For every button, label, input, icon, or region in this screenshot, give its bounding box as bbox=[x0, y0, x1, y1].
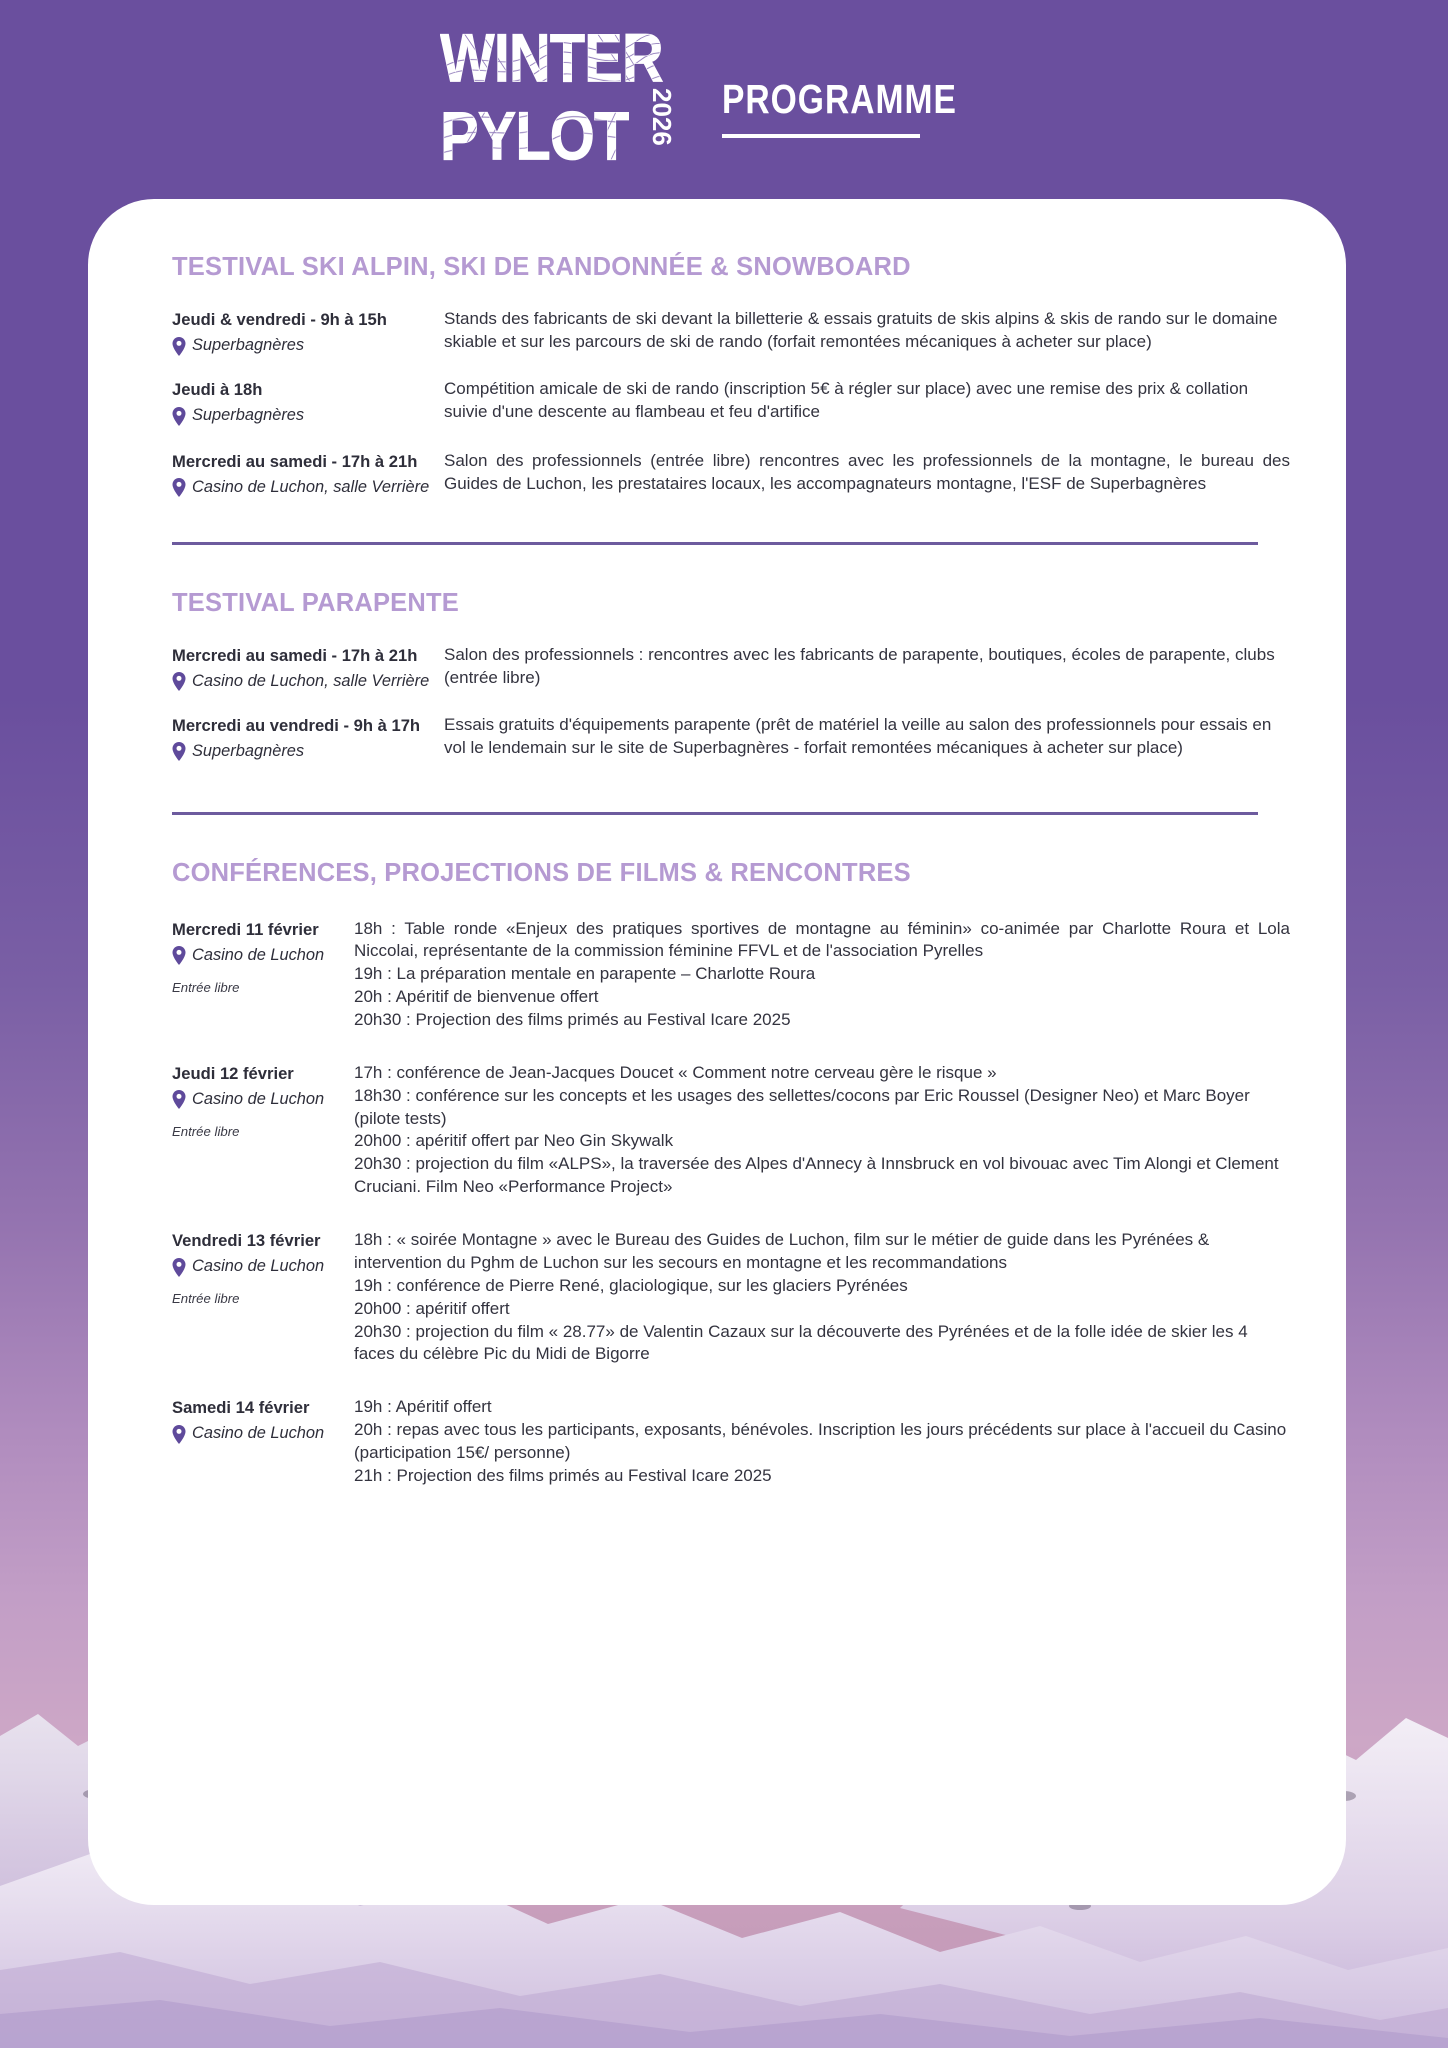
section-conferences bbox=[140, 859, 1290, 1488]
programme-entry bbox=[172, 714, 1290, 762]
section-divider-1 bbox=[172, 542, 1258, 545]
entry-description bbox=[354, 1229, 1290, 1366]
entry-meta bbox=[172, 1396, 354, 1444]
programme-title: PROGRAMME bbox=[721, 75, 957, 122]
programme-entry bbox=[172, 378, 1290, 426]
svg-text:2026: 2026 bbox=[646, 88, 677, 146]
entry-datetime: Jeudi à 18h bbox=[172, 379, 263, 399]
entry-description bbox=[444, 378, 1290, 424]
section-ski bbox=[140, 253, 1290, 498]
entry-description-line: 20h00 : apéritif offert bbox=[354, 1298, 510, 1318]
logo-artwork bbox=[440, 25, 680, 175]
entry-description-line: Essais gratuits d'équipements parapente (prêt de matériel la veille au salon des professionnels pour essais en vol le lendemain sur le site de Superbagnères - forfait remontées mécaniques à acheter sur place) bbox=[444, 714, 1272, 757]
entry-description bbox=[444, 714, 1290, 760]
entry-datetime: Mercredi au samedi - 17h à 21h bbox=[172, 451, 418, 471]
programme-entry bbox=[172, 644, 1290, 692]
entry-description-line: 19h : Apéritif offert bbox=[354, 1397, 492, 1417]
entry-description-line: 20h30 : projection du film «ALPS», la traversée des Alpes d'Annecy à Innsbruck en vol bivouac avec Tim Alongi et Clement Cruciani. Film Neo «Performance Project» bbox=[354, 1154, 1279, 1197]
programme-card bbox=[88, 199, 1346, 1905]
entry-description-line: 20h30 : projection du film « 28.77» de Valentin Cazaux sur la découverte des Pyrénées et de la folle idée de skier les 4 faces du célèbre Pic du Midi de Bigorre bbox=[354, 1321, 1248, 1364]
entry-description bbox=[444, 644, 1290, 690]
section-title-ski: TESTIVAL SKI ALPIN, SKI DE RANDONNÉE & SNOWBOARD bbox=[172, 253, 911, 281]
location-pin-icon bbox=[172, 478, 186, 497]
entry-datetime: Jeudi & vendredi - 9h à 15h bbox=[172, 310, 387, 329]
location-pin-icon bbox=[172, 337, 186, 356]
location-pin-icon bbox=[172, 407, 186, 426]
entry-location bbox=[172, 336, 444, 356]
section-divider-2 bbox=[172, 812, 1258, 815]
entry-description-line: 20h : repas avec tous les participants, exposants, bénévoles. Inscription les jours précédents sur place à l'accueil du Casino (participation 15€/ personne) bbox=[354, 1420, 1287, 1462]
entry-location bbox=[172, 406, 444, 426]
programme-entry bbox=[172, 1062, 1290, 1199]
entry-description-line: 18h : Table ronde «Enjeux des pratiques sportives de montagne au féminin» co-animée par Charlotte Roura et Lola Niccolai, représentante de la commission féminine FFVL et de l'association Pyrelles bbox=[354, 918, 1290, 961]
entry-description-line: 19h : La préparation mentale en parapente – Charlotte Roura bbox=[354, 964, 816, 984]
section-parapente bbox=[140, 589, 1290, 762]
entry-description-line: 21h : Projection des films primés au Festival Icare 2025 bbox=[354, 1465, 772, 1485]
entry-location-label: Casino de Luchon, salle Verrière bbox=[192, 672, 430, 690]
entry-location bbox=[172, 1090, 354, 1110]
entry-location-label: Casino de Luchon bbox=[192, 945, 325, 964]
entry-location-label: Casino de Luchon bbox=[192, 1424, 325, 1443]
entry-datetime: Mercredi au samedi - 17h à 21h bbox=[172, 645, 418, 665]
location-pin-icon bbox=[172, 1090, 186, 1109]
section-title-conferences: CONFÉRENCES, PROJECTIONS DE FILMS & RENCONTRES bbox=[172, 858, 911, 887]
entry-meta bbox=[172, 1229, 354, 1306]
entry-meta bbox=[172, 308, 444, 356]
entry-meta bbox=[172, 450, 444, 498]
entry-location-label: Casino de Luchon bbox=[192, 1257, 325, 1276]
entry-description-line: 20h00 : apéritif offert par Neo Gin Skywalk bbox=[354, 1131, 674, 1151]
entry-description-line: 20h30 : Projection des films primés au Festival Icare 2025 bbox=[354, 1010, 791, 1030]
entry-description-line: 18h : « soirée Montagne » avec le Bureau des Guides de Luchon, film sur le métier de guide dans les Pyrénées & intervention du Pghm de Luchon sur les secours en montagne et les recommandations bbox=[354, 1230, 1210, 1272]
entry-meta bbox=[172, 714, 444, 762]
entry-free-entry-note: Entrée libre bbox=[172, 979, 240, 995]
section-title-parapente: TESTIVAL PARAPENTE bbox=[172, 588, 459, 617]
poster-header bbox=[0, 0, 1448, 200]
entry-datetime: Jeudi 12 février bbox=[172, 1063, 294, 1083]
entry-description-line: Compétition amicale de ski de rando (inscription 5€ à régler sur place) avec une remise des prix & collation suivie d'une descente au flambeau et feu d'artifice bbox=[444, 378, 1249, 421]
entry-description-line: Salon des professionnels (entrée libre) rencontres avec les professionnels de la montagne, le bureau des Guides de Luchon, les prestataires locaux, les accompagnateurs montagne, l'ESF de Superbagnères bbox=[444, 450, 1290, 493]
section-ski-entries bbox=[140, 308, 1290, 498]
winter-pylot-logo bbox=[440, 25, 680, 175]
entry-location bbox=[172, 946, 354, 966]
entry-location-label: Superbagnères bbox=[192, 741, 305, 760]
entry-description bbox=[354, 918, 1290, 1032]
entry-location bbox=[172, 1257, 354, 1277]
entry-datetime: Samedi 14 février bbox=[172, 1398, 310, 1418]
programme-underline bbox=[722, 134, 920, 138]
programme-entry bbox=[172, 450, 1290, 498]
entry-location bbox=[172, 742, 444, 762]
section-conferences-entries bbox=[140, 918, 1290, 1488]
programme-entry bbox=[172, 308, 1290, 356]
entry-meta bbox=[172, 378, 444, 426]
entry-description-line: 17h : conférence de Jean-Jacques Doucet « Comment notre cerveau gère le risque » bbox=[354, 1062, 997, 1082]
entry-description-line: 20h : Apéritif de bienvenue offert bbox=[354, 987, 599, 1007]
location-pin-icon bbox=[172, 946, 186, 965]
location-pin-icon bbox=[172, 1258, 186, 1277]
entry-description bbox=[444, 450, 1290, 496]
location-pin-icon bbox=[172, 1425, 186, 1444]
entry-location bbox=[172, 1424, 354, 1444]
entry-free-entry-note: Entrée libre bbox=[172, 1123, 240, 1139]
entry-meta bbox=[172, 918, 354, 995]
svg-text:WINTER: WINTER bbox=[439, 25, 663, 97]
svg-text:PYLOT: PYLOT bbox=[439, 99, 629, 175]
entry-location-label: Superbagnères bbox=[192, 406, 305, 425]
entry-description bbox=[354, 1062, 1290, 1199]
programme-entry bbox=[172, 1229, 1290, 1366]
entry-meta bbox=[172, 644, 444, 692]
entry-location bbox=[172, 478, 444, 498]
entry-description-line: 19h : conférence de Pierre René, glaciologique, sur les glaciers Pyrénées bbox=[354, 1275, 908, 1295]
entry-description-line: 18h30 : conférence sur les concepts et les usages des sellettes/cocons par Eric Roussel (Designer Neo) et Marc Boyer (pilote tests) bbox=[354, 1085, 1250, 1128]
entry-free-entry-note: Entrée libre bbox=[172, 1290, 240, 1306]
entry-datetime: Mercredi au vendredi - 9h à 17h bbox=[172, 715, 421, 735]
programme-heading-block bbox=[722, 63, 1008, 138]
entry-location-label: Superbagnères bbox=[192, 336, 305, 355]
programme-entry bbox=[172, 918, 1290, 1032]
entry-datetime: Mercredi 11 février bbox=[172, 919, 319, 939]
entry-description-line: Stands des fabricants de ski devant la billetterie & essais gratuits de skis alpins & skis de rando sur le domaine skiable et sur les parcours de ski de rando (forfait remontées mécaniques à acheter sur place) bbox=[444, 309, 1278, 351]
entry-meta bbox=[172, 1062, 354, 1139]
entry-description bbox=[444, 308, 1290, 354]
entry-datetime: Vendredi 13 février bbox=[172, 1231, 321, 1251]
entry-location-label: Casino de Luchon, salle Verrière bbox=[192, 478, 430, 497]
entry-location-label: Casino de Luchon bbox=[192, 1090, 325, 1109]
section-parapente-entries bbox=[140, 644, 1290, 762]
entry-description-line: Salon des professionnels : rencontres avec les fabricants de parapente, boutiques, écoles de parapente, clubs (entrée libre) bbox=[444, 644, 1275, 687]
location-pin-icon bbox=[172, 672, 186, 691]
location-pin-icon bbox=[172, 742, 186, 761]
programme-entry bbox=[172, 1396, 1290, 1487]
entry-description bbox=[354, 1396, 1290, 1487]
entry-location bbox=[172, 672, 444, 692]
